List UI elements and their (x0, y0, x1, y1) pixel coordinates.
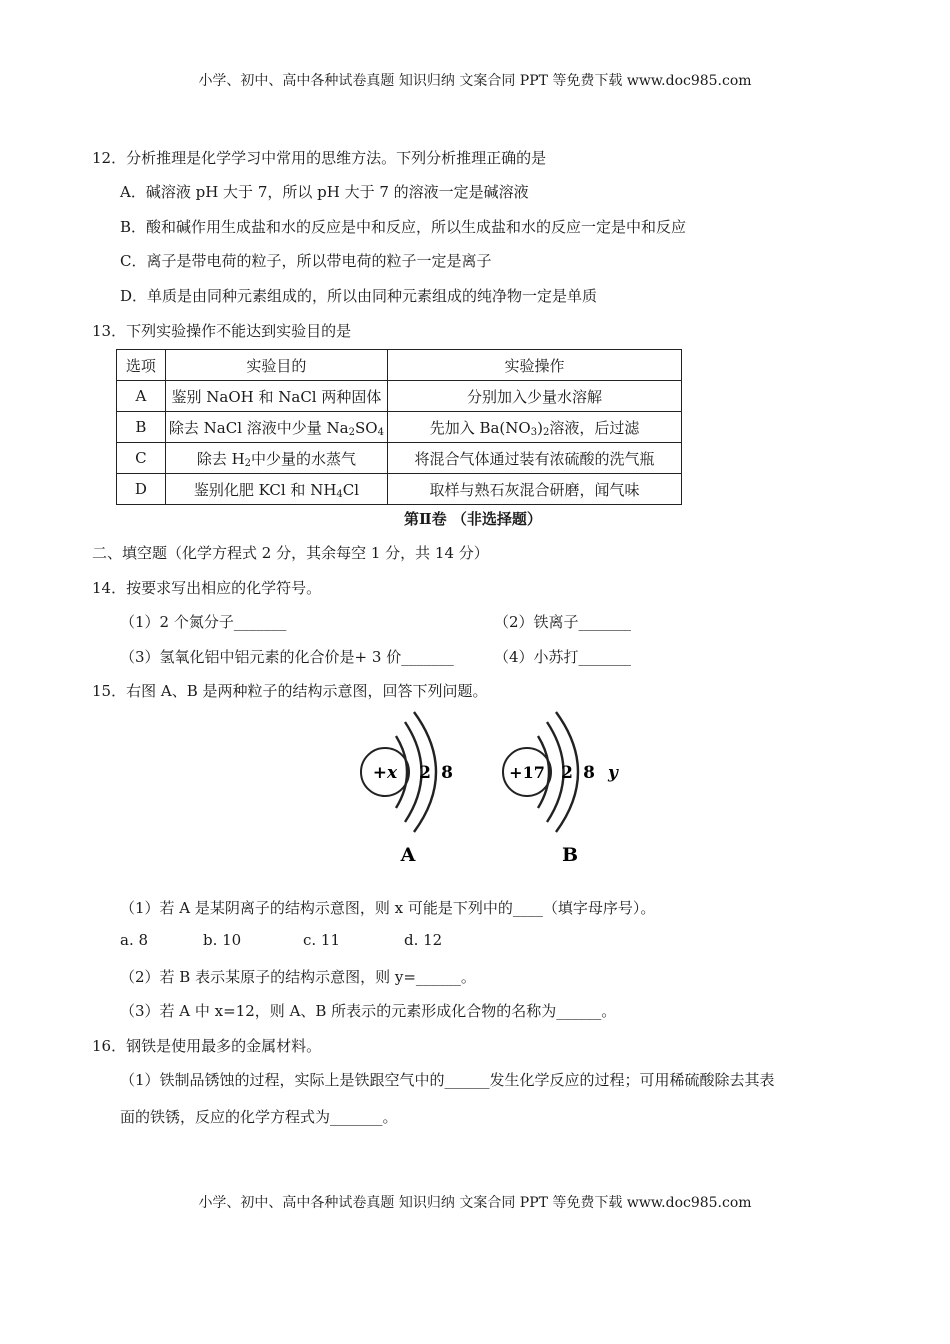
q15-part-2: （2）若 B 表示某原子的结构示意图，则 y=______。 (120, 968, 476, 986)
q12-option-a: A．碱溶液 pH 大于 7，所以 pH 大于 7 的溶液一定是碱溶液 (120, 183, 529, 201)
particle-b-nucleus-charge: +17 (509, 763, 545, 782)
particle-b-diagram (503, 712, 619, 866)
q12-stem: 12．分析推理是化学学习中常用的思维方法。下列分析推理正确的是 (92, 149, 547, 167)
q12-option-b: B．酸和碱作用生成盐和水的反应是中和反应，所以生成盐和水的反应一定是中和反应 (120, 218, 687, 236)
table-cell-operation: 分别加入少量水溶解 (388, 381, 682, 412)
table-cell-goal: 除去 NaCl 溶液中少量 $Na_2SO_4$ (165, 412, 387, 443)
table-row (117, 474, 682, 505)
q13-stem: 13．下列实验操作不能达到实验目的是 (92, 322, 352, 340)
particle-a-nucleus-charge: +x (372, 763, 398, 783)
table-cell-goal: 鉴别 NaOH 和 NaCl 两种固体 (165, 381, 387, 412)
particle-a-shell-electrons: 8 (441, 763, 453, 783)
q15-choice-a: a. 8 (120, 931, 149, 949)
q14-part-1: （1）2 个氮分子_______ (120, 613, 287, 631)
q15-part-1: （1）若 A 是某阴离子的结构示意图，则 x 可能是下列中的____（填字母序号）。 (120, 899, 656, 917)
particle-b-label: B (561, 844, 579, 866)
table-header-cell: 实验目的 (165, 350, 387, 381)
page-header: 小学、初中、高中各种试卷真题 知识归纳 文案合同 PPT 等免费下载 www.doc985.com (198, 73, 752, 89)
table-row (117, 443, 682, 474)
table-cell-option: C (117, 443, 166, 474)
table-cell-option: A (117, 381, 166, 412)
table-cell-operation: 取样与熟石灰混合研磨，闻气味 (388, 474, 682, 505)
table-cell-goal: 鉴别化肥 KCl 和 $NH_4Cl$ (165, 474, 387, 505)
particle-b-shell-electrons: 8 (583, 763, 595, 783)
q15-choice-b: b. 10 (203, 931, 242, 949)
table-header-row (117, 350, 682, 381)
q14-part-4: （4）小苏打_______ (494, 648, 632, 666)
table-cell-operation: 将混合气体通过装有浓硫酸的洗气瓶 (388, 443, 682, 474)
q16-stem: 16．钢铁是使用最多的金属材料。 (92, 1037, 322, 1055)
table-header-cell: 实验操作 (388, 350, 682, 381)
table-cell-option: B (117, 412, 166, 443)
q15-part-3: （3）若 A 中 x=12，则 A、B 所表示的元素形成化合物的名称为______。 (120, 1002, 617, 1020)
table-cell-option: D (117, 474, 166, 505)
q12-option-d: D．单质是由同种元素组成的，所以由同种元素组成的纯净物一定是单质 (120, 287, 598, 305)
q15-choice-d: d. 12 (404, 931, 443, 949)
q15-choice-c: c. 11 (303, 931, 341, 949)
table-cell-goal: 除去 $H_2$中少量的水蒸气 (165, 443, 387, 474)
particle-b-shell-electrons: 2 (561, 763, 573, 783)
q14-part-3: （3）氢氧化铝中铝元素的化合价是+ 3 价_______ (120, 648, 454, 666)
particle-a-diagram (361, 712, 453, 866)
q16-part-1-line-2: 面的铁锈，反应的化学方程式为_______。 (120, 1108, 398, 1126)
q14-part-2: （2）铁离子_______ (494, 613, 632, 631)
experiment-table (116, 349, 682, 505)
particle-a-shell-1 (396, 736, 407, 808)
page-footer: 小学、初中、高中各种试卷真题 知识归纳 文案合同 PPT 等免费下载 www.doc985.com (198, 1195, 752, 1211)
section-title: 第Ⅱ卷 （非选择题） (404, 510, 542, 528)
table-row (117, 381, 682, 412)
q12-option-c: C．离子是带电荷的粒子，所以带电荷的粒子一定是离子 (120, 252, 492, 270)
q14-stem: 14．按要求写出相应的化学符号。 (92, 579, 322, 597)
table-header-cell: 选项 (117, 350, 166, 381)
q16-part-1-line-1: （1）铁制品锈蚀的过程，实际上是铁跟空气中的______发生化学反应的过程；可用稀硫酸除去其表 (120, 1071, 775, 1089)
q15-stem: 15．右图 A、B 是两种粒子的结构示意图，回答下列问题。 (92, 682, 488, 700)
particle-a-label: A (400, 844, 416, 866)
table-row (117, 412, 682, 443)
particle-a-shell-electrons: 2 (419, 763, 431, 783)
table-cell-operation: 先加入 $Ba(NO_3)_2$溶液，后过滤 (388, 412, 682, 443)
fill-heading: 二、填空题（化学方程式 2 分，其余每空 1 分，共 14 分） (92, 544, 489, 562)
atomic-structure-diagram (350, 708, 640, 868)
particle-b-shell-electrons: y (608, 763, 618, 783)
